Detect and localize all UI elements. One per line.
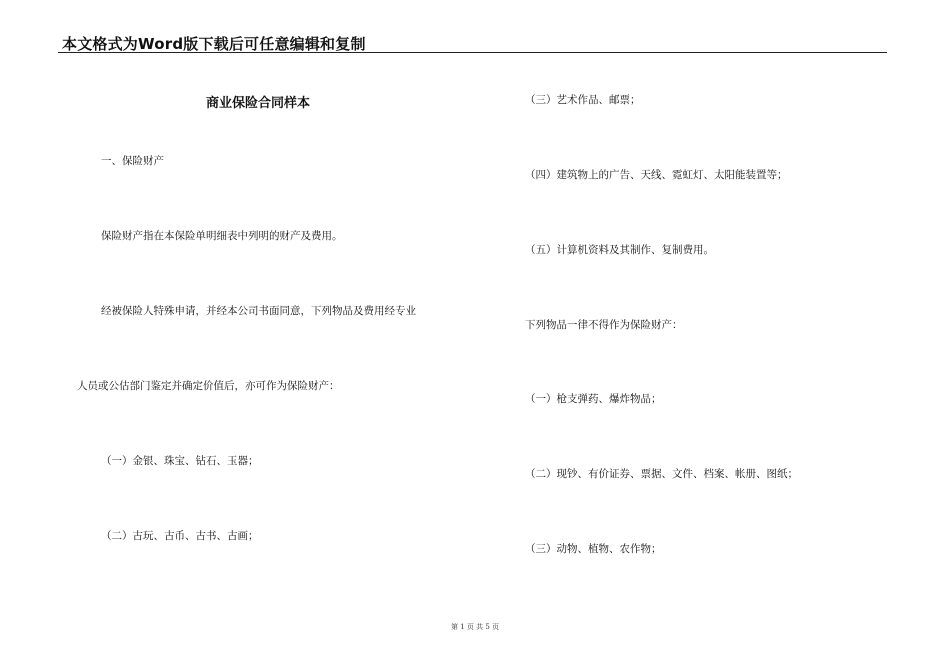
left-paragraph: 一、保险财产 — [101, 155, 164, 167]
document-title: 商业保险合同样本 — [206, 96, 311, 111]
right-paragraph: （三）艺术作品、邮票； — [525, 94, 641, 106]
right-paragraph: 下列物品一律不得作为保险财产： — [525, 319, 683, 331]
left-paragraph: 经被保险人特殊申请，并经本公司书面同意，下列物品及费用经专业 — [101, 305, 416, 317]
right-paragraph: （五）计算机资料及其制作、复制费用。 — [525, 244, 714, 256]
left-paragraph: 保险财产指在本保险单明细表中列明的财产及费用。 — [101, 230, 343, 242]
left-paragraph: （一）金银、珠宝、钻石、玉器； — [101, 455, 259, 467]
header-title: 本文格式为Word版下载后可任意编辑和复制 — [62, 35, 366, 53]
page-number: 第 1 页 共 5 页 — [450, 623, 500, 631]
header-divider — [58, 52, 887, 53]
left-paragraph: 人员或公估部门鉴定并确定价值后，亦可作为保险财产： — [77, 380, 340, 392]
right-paragraph: （四）建筑物上的广告、天线、霓虹灯、太阳能装置等； — [525, 169, 788, 181]
right-paragraph: （三）动物、植物、农作物； — [525, 543, 662, 555]
right-paragraph: （一）枪支弹药、爆炸物品； — [525, 393, 662, 405]
right-paragraph: （二）现钞、有价证券、票据、文件、档案、帐册、图纸； — [525, 468, 798, 480]
left-paragraph: （二）古玩、古币、古书、古画； — [101, 530, 259, 542]
